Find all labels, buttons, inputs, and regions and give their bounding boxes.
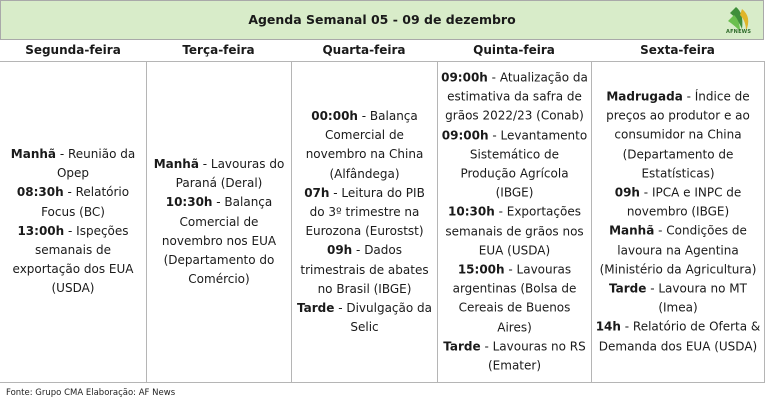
- header-sexta: Sexta-feira: [640, 43, 715, 57]
- agenda-item: 14h - Relatório de Oferta & Demanda dos EUA (USDA): [595, 320, 761, 354]
- agenda-item: 15:00h - Lavouras argentinas (Bolsa de Cereais de Buenos Aires): [452, 262, 577, 335]
- agenda-item: 09h - Dados trimestrais de abates no Brasil (IBGE): [300, 243, 429, 296]
- agenda-item: 09h - IPCA e INPC de novembro (IBGE): [614, 185, 742, 219]
- column-segunda: [0, 61, 146, 382]
- column-quinta: [437, 61, 591, 382]
- agenda-item: 10:30h - Exportações semanais de grãos nos EUA (USDA): [445, 204, 584, 258]
- agenda-item: 09:00h - Atualização da estimativa da safra de grãos 2022/23 (Conab): [441, 70, 588, 123]
- agenda-item: Madrugada - Índice de preços ao produtor e ao consumidor na China (Departamento de Estatísticas): [606, 89, 750, 181]
- header-segunda: Segunda-feira: [25, 43, 121, 57]
- header-quarta: Quarta-feira: [322, 43, 406, 57]
- agenda-item: Manhã - Condições de lavoura na Agentina (Ministério da Agricultura): [599, 224, 757, 277]
- column-quarta: [291, 61, 437, 382]
- grid-line-bottom: [0, 382, 765, 383]
- agenda-item: 09:00h - Levantamento Sistemático de Produção Agrícola (IBGE): [441, 127, 588, 200]
- agenda-item: Manhã - Lavouras do Paraná (Deral): [153, 156, 285, 190]
- agenda-item: 07h - Leitura do PIB do 3º trimestre na Eurozona (Eurostst): [304, 185, 425, 238]
- agenda-item: Tarde - Lavoura no MT (Imea): [609, 281, 747, 315]
- column-sexta: [591, 61, 764, 382]
- source-footer: Fonte: Grupo CMA Elaboração: AF News: [6, 388, 176, 398]
- column-terca: [146, 61, 291, 382]
- agenda-item: Manhã - Reunião da Opep: [10, 147, 136, 181]
- agenda-item: 10:30h - Balança Comercial de novembro nos EUA (Departamento do Comércio): [161, 195, 277, 287]
- agenda-item: Tarde - Lavouras no RS (Emater): [443, 339, 586, 373]
- header-quinta: Quinta-feira: [473, 43, 555, 57]
- header-terca: Terça-feira: [182, 43, 255, 57]
- page-title: Agenda Semanal 05 - 09 de dezembro: [248, 12, 516, 27]
- agenda-item: 08:30h - Relatório Focus (BC): [16, 185, 130, 219]
- agenda-item: 00:00h - Balança Comercial de novembro na China (Alfândega): [305, 108, 424, 181]
- agenda-item: 13:00h - Ispeções semanais de exportação dos EUA (USDA): [12, 224, 134, 296]
- weekday-header-row: [0, 40, 764, 61]
- logo-label: AFNEWS: [726, 29, 752, 35]
- agenda-item: Tarde - Divulgação da Selic: [296, 300, 432, 335]
